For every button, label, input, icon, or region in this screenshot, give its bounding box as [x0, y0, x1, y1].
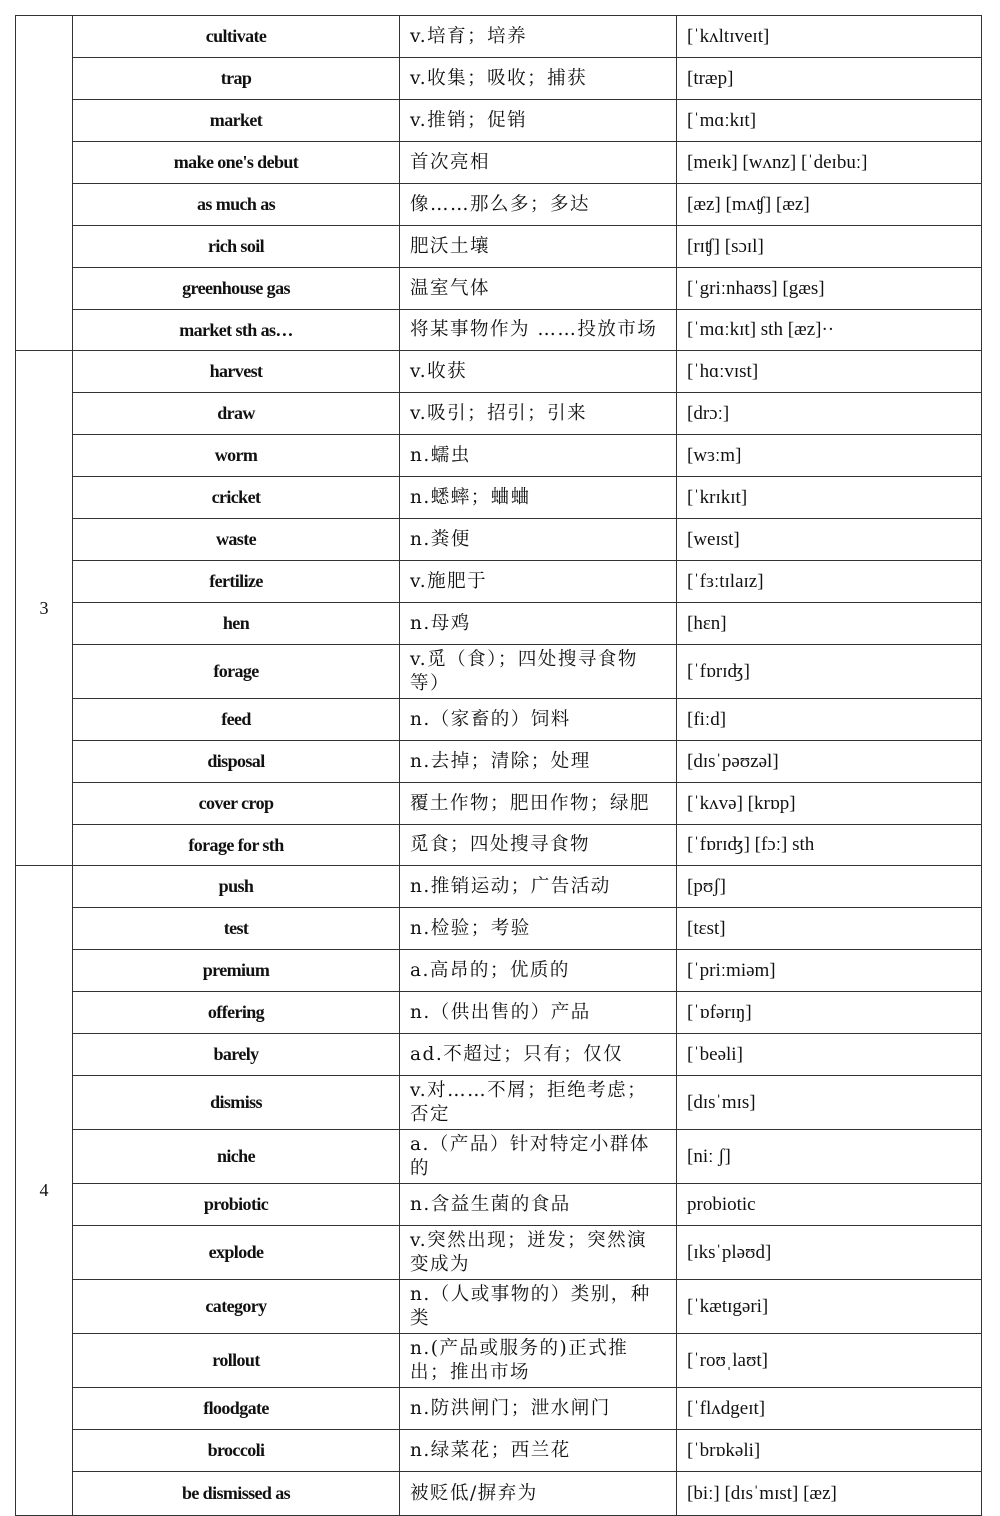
pronunciation-cell: [biː] [dɪsˈmɪst] [æz]	[677, 1472, 982, 1516]
vocab-row	[16, 1280, 982, 1334]
word-cell: fertilize	[73, 561, 400, 603]
meaning-cell: 肥沃土壤	[400, 226, 677, 268]
meaning-cell: n.绿菜花；西兰花	[400, 1430, 677, 1472]
meaning-cell: v.培育；培养	[400, 16, 677, 58]
word-cell: dismiss	[73, 1076, 400, 1130]
meaning-cell: n.母鸡	[400, 603, 677, 645]
meaning-cell: n.（人或事物的）类别，种类	[400, 1280, 677, 1334]
meaning-cell: 覆土作物；肥田作物；绿肥	[400, 783, 677, 825]
unit-number	[16, 16, 73, 351]
word-cell: feed	[73, 699, 400, 741]
meaning-cell: n.蠕虫	[400, 435, 677, 477]
word-cell: market	[73, 100, 400, 142]
word-cell: hen	[73, 603, 400, 645]
meaning-cell: a.（产品）针对特定小群体的	[400, 1130, 677, 1184]
pronunciation-cell: [ˈfɒrɪʤ]	[677, 645, 982, 699]
vocab-row	[16, 1430, 982, 1472]
pronunciation-cell: [ˈfɜːtɪlaɪz]	[677, 561, 982, 603]
meaning-cell: v.推销；促销	[400, 100, 677, 142]
word-cell: as much as	[73, 184, 400, 226]
meaning-cell: ad.不超过；只有；仅仅	[400, 1034, 677, 1076]
pronunciation-cell: [rɪʧ] [sɔɪl]	[677, 226, 982, 268]
word-cell: trap	[73, 58, 400, 100]
meaning-cell: n.去掉；清除；处理	[400, 741, 677, 783]
meaning-cell: 像……那么多；多达	[400, 184, 677, 226]
vocab-row	[16, 1334, 982, 1388]
meaning-cell: n.检验；考验	[400, 908, 677, 950]
word-cell: premium	[73, 950, 400, 992]
vocab-row	[16, 477, 982, 519]
word-cell: push	[73, 866, 400, 908]
vocab-row	[16, 310, 982, 351]
word-cell: offering	[73, 992, 400, 1034]
meaning-cell: n.粪便	[400, 519, 677, 561]
vocab-row	[16, 393, 982, 435]
meaning-cell: v.对……不屑；拒绝考虑；否定	[400, 1076, 677, 1130]
vocab-row	[16, 950, 982, 992]
meaning-cell: n.蟋蟀；蛐蛐	[400, 477, 677, 519]
vocab-row	[16, 908, 982, 950]
word-cell: cultivate	[73, 16, 400, 58]
pronunciation-cell: [ˈhɑːvɪst]	[677, 351, 982, 393]
vocab-row	[16, 268, 982, 310]
word-cell: floodgate	[73, 1388, 400, 1430]
meaning-cell: v.突然出现；迸发；突然演变成为	[400, 1226, 677, 1280]
word-cell: probiotic	[73, 1184, 400, 1226]
pronunciation-cell: [meɪk] [wʌnz] [ˈdeɪbuː]	[677, 142, 982, 184]
word-cell: rich soil	[73, 226, 400, 268]
meaning-cell: v.觅（食）；四处搜寻食物等）	[400, 645, 677, 699]
meaning-cell: n.防洪闸门；泄水闸门	[400, 1388, 677, 1430]
word-cell: test	[73, 908, 400, 950]
vocab-row	[16, 561, 982, 603]
meaning-cell: 将某事物作为 ……投放市场	[400, 310, 677, 351]
vocab-row	[16, 1076, 982, 1130]
pronunciation-cell: [ˈkʌvə] [krɒp]	[677, 783, 982, 825]
unit-number: 3	[16, 351, 73, 866]
word-cell: waste	[73, 519, 400, 561]
pronunciation-cell: [ˈbeəli]	[677, 1034, 982, 1076]
vocab-row	[16, 645, 982, 699]
meaning-cell: n.(产品或服务的)正式推出；推出市场	[400, 1334, 677, 1388]
word-cell: rollout	[73, 1334, 400, 1388]
vocab-row	[16, 16, 982, 58]
vocab-row	[16, 142, 982, 184]
vocabulary-table-body	[16, 16, 982, 1516]
vocab-row	[16, 741, 982, 783]
pronunciation-cell: [dɪsˈpəʊzəl]	[677, 741, 982, 783]
pronunciation-cell: [hɛn]	[677, 603, 982, 645]
vocab-row	[16, 866, 982, 908]
meaning-cell: 被贬低/摒弃为	[400, 1472, 677, 1516]
vocab-row	[16, 1388, 982, 1430]
word-cell: barely	[73, 1034, 400, 1076]
word-cell: cover crop	[73, 783, 400, 825]
meaning-cell: a.高昂的；优质的	[400, 950, 677, 992]
pronunciation-cell: [ˈfɒrɪʤ] [fɔː] sth	[677, 825, 982, 866]
pronunciation-cell: [ˈpriːmiəm]	[677, 950, 982, 992]
word-cell: cricket	[73, 477, 400, 519]
word-cell: be dismissed as	[73, 1472, 400, 1516]
meaning-cell: 首次亮相	[400, 142, 677, 184]
meaning-cell: v.收获	[400, 351, 677, 393]
word-cell: draw	[73, 393, 400, 435]
pronunciation-cell: [ˈkrɪkɪt]	[677, 477, 982, 519]
meaning-cell: v.吸引；招引；引来	[400, 393, 677, 435]
vocab-row	[16, 226, 982, 268]
vocab-row	[16, 1226, 982, 1280]
meaning-cell: n.（家畜的）饲料	[400, 699, 677, 741]
meaning-cell: v.收集；吸收；捕获	[400, 58, 677, 100]
meaning-cell: n.含益生菌的食品	[400, 1184, 677, 1226]
pronunciation-cell: [ˈkʌltɪveɪt]	[677, 16, 982, 58]
pronunciation-cell: probiotic	[677, 1184, 982, 1226]
pronunciation-cell: [wɜːm]	[677, 435, 982, 477]
vocab-row	[16, 992, 982, 1034]
meaning-cell: n.（供出售的）产品	[400, 992, 677, 1034]
pronunciation-cell: [fiːd]	[677, 699, 982, 741]
vocab-row	[16, 1130, 982, 1184]
word-cell: worm	[73, 435, 400, 477]
vocab-row	[16, 783, 982, 825]
pronunciation-cell: [weɪst]	[677, 519, 982, 561]
meaning-cell: v.施肥于	[400, 561, 677, 603]
word-cell: harvest	[73, 351, 400, 393]
word-cell: broccoli	[73, 1430, 400, 1472]
vocabulary-table	[15, 15, 982, 1516]
vocab-row	[16, 100, 982, 142]
vocab-row	[16, 603, 982, 645]
pronunciation-cell: [dɪsˈmɪs]	[677, 1076, 982, 1130]
meaning-cell: 觅食；四处搜寻食物	[400, 825, 677, 866]
word-cell: niche	[73, 1130, 400, 1184]
vocab-row	[16, 699, 982, 741]
word-cell: category	[73, 1280, 400, 1334]
pronunciation-cell: [pʊʃ]	[677, 866, 982, 908]
word-cell: disposal	[73, 741, 400, 783]
word-cell: explode	[73, 1226, 400, 1280]
vocab-row	[16, 435, 982, 477]
word-cell: forage for sth	[73, 825, 400, 866]
word-cell: forage	[73, 645, 400, 699]
pronunciation-cell: [ˈroʊˌlaʊt]	[677, 1334, 982, 1388]
pronunciation-cell: [ˈflʌdgeɪt]	[677, 1388, 982, 1430]
vocab-row	[16, 1472, 982, 1516]
pronunciation-cell: [ˈkætɪgəri]	[677, 1280, 982, 1334]
pronunciation-cell: [drɔː]	[677, 393, 982, 435]
meaning-cell: 温室气体	[400, 268, 677, 310]
word-cell: market sth as…	[73, 310, 400, 351]
pronunciation-cell: [tɛst]	[677, 908, 982, 950]
pronunciation-cell: [ɪksˈpləʊd]	[677, 1226, 982, 1280]
pronunciation-cell: [niː ʃ]	[677, 1130, 982, 1184]
meaning-cell: n.推销运动；广告活动	[400, 866, 677, 908]
vocab-row	[16, 519, 982, 561]
vocab-row	[16, 58, 982, 100]
pronunciation-cell: [æz] [mʌʧ] [æz]	[677, 184, 982, 226]
pronunciation-cell: [ˈmɑːkɪt] sth [æz]··	[677, 310, 982, 351]
word-cell: greenhouse gas	[73, 268, 400, 310]
vocab-row	[16, 351, 982, 393]
pronunciation-cell: [træp]	[677, 58, 982, 100]
vocab-row	[16, 1184, 982, 1226]
unit-number: 4	[16, 866, 73, 1516]
vocab-row	[16, 184, 982, 226]
vocab-row	[16, 1034, 982, 1076]
pronunciation-cell: [ˈgriːnhaʊs] [gæs]	[677, 268, 982, 310]
word-cell: make one's debut	[73, 142, 400, 184]
pronunciation-cell: [ˈbrɒkəli]	[677, 1430, 982, 1472]
pronunciation-cell: [ˈmɑːkɪt]	[677, 100, 982, 142]
vocab-row	[16, 825, 982, 866]
pronunciation-cell: [ˈɒfərɪŋ]	[677, 992, 982, 1034]
